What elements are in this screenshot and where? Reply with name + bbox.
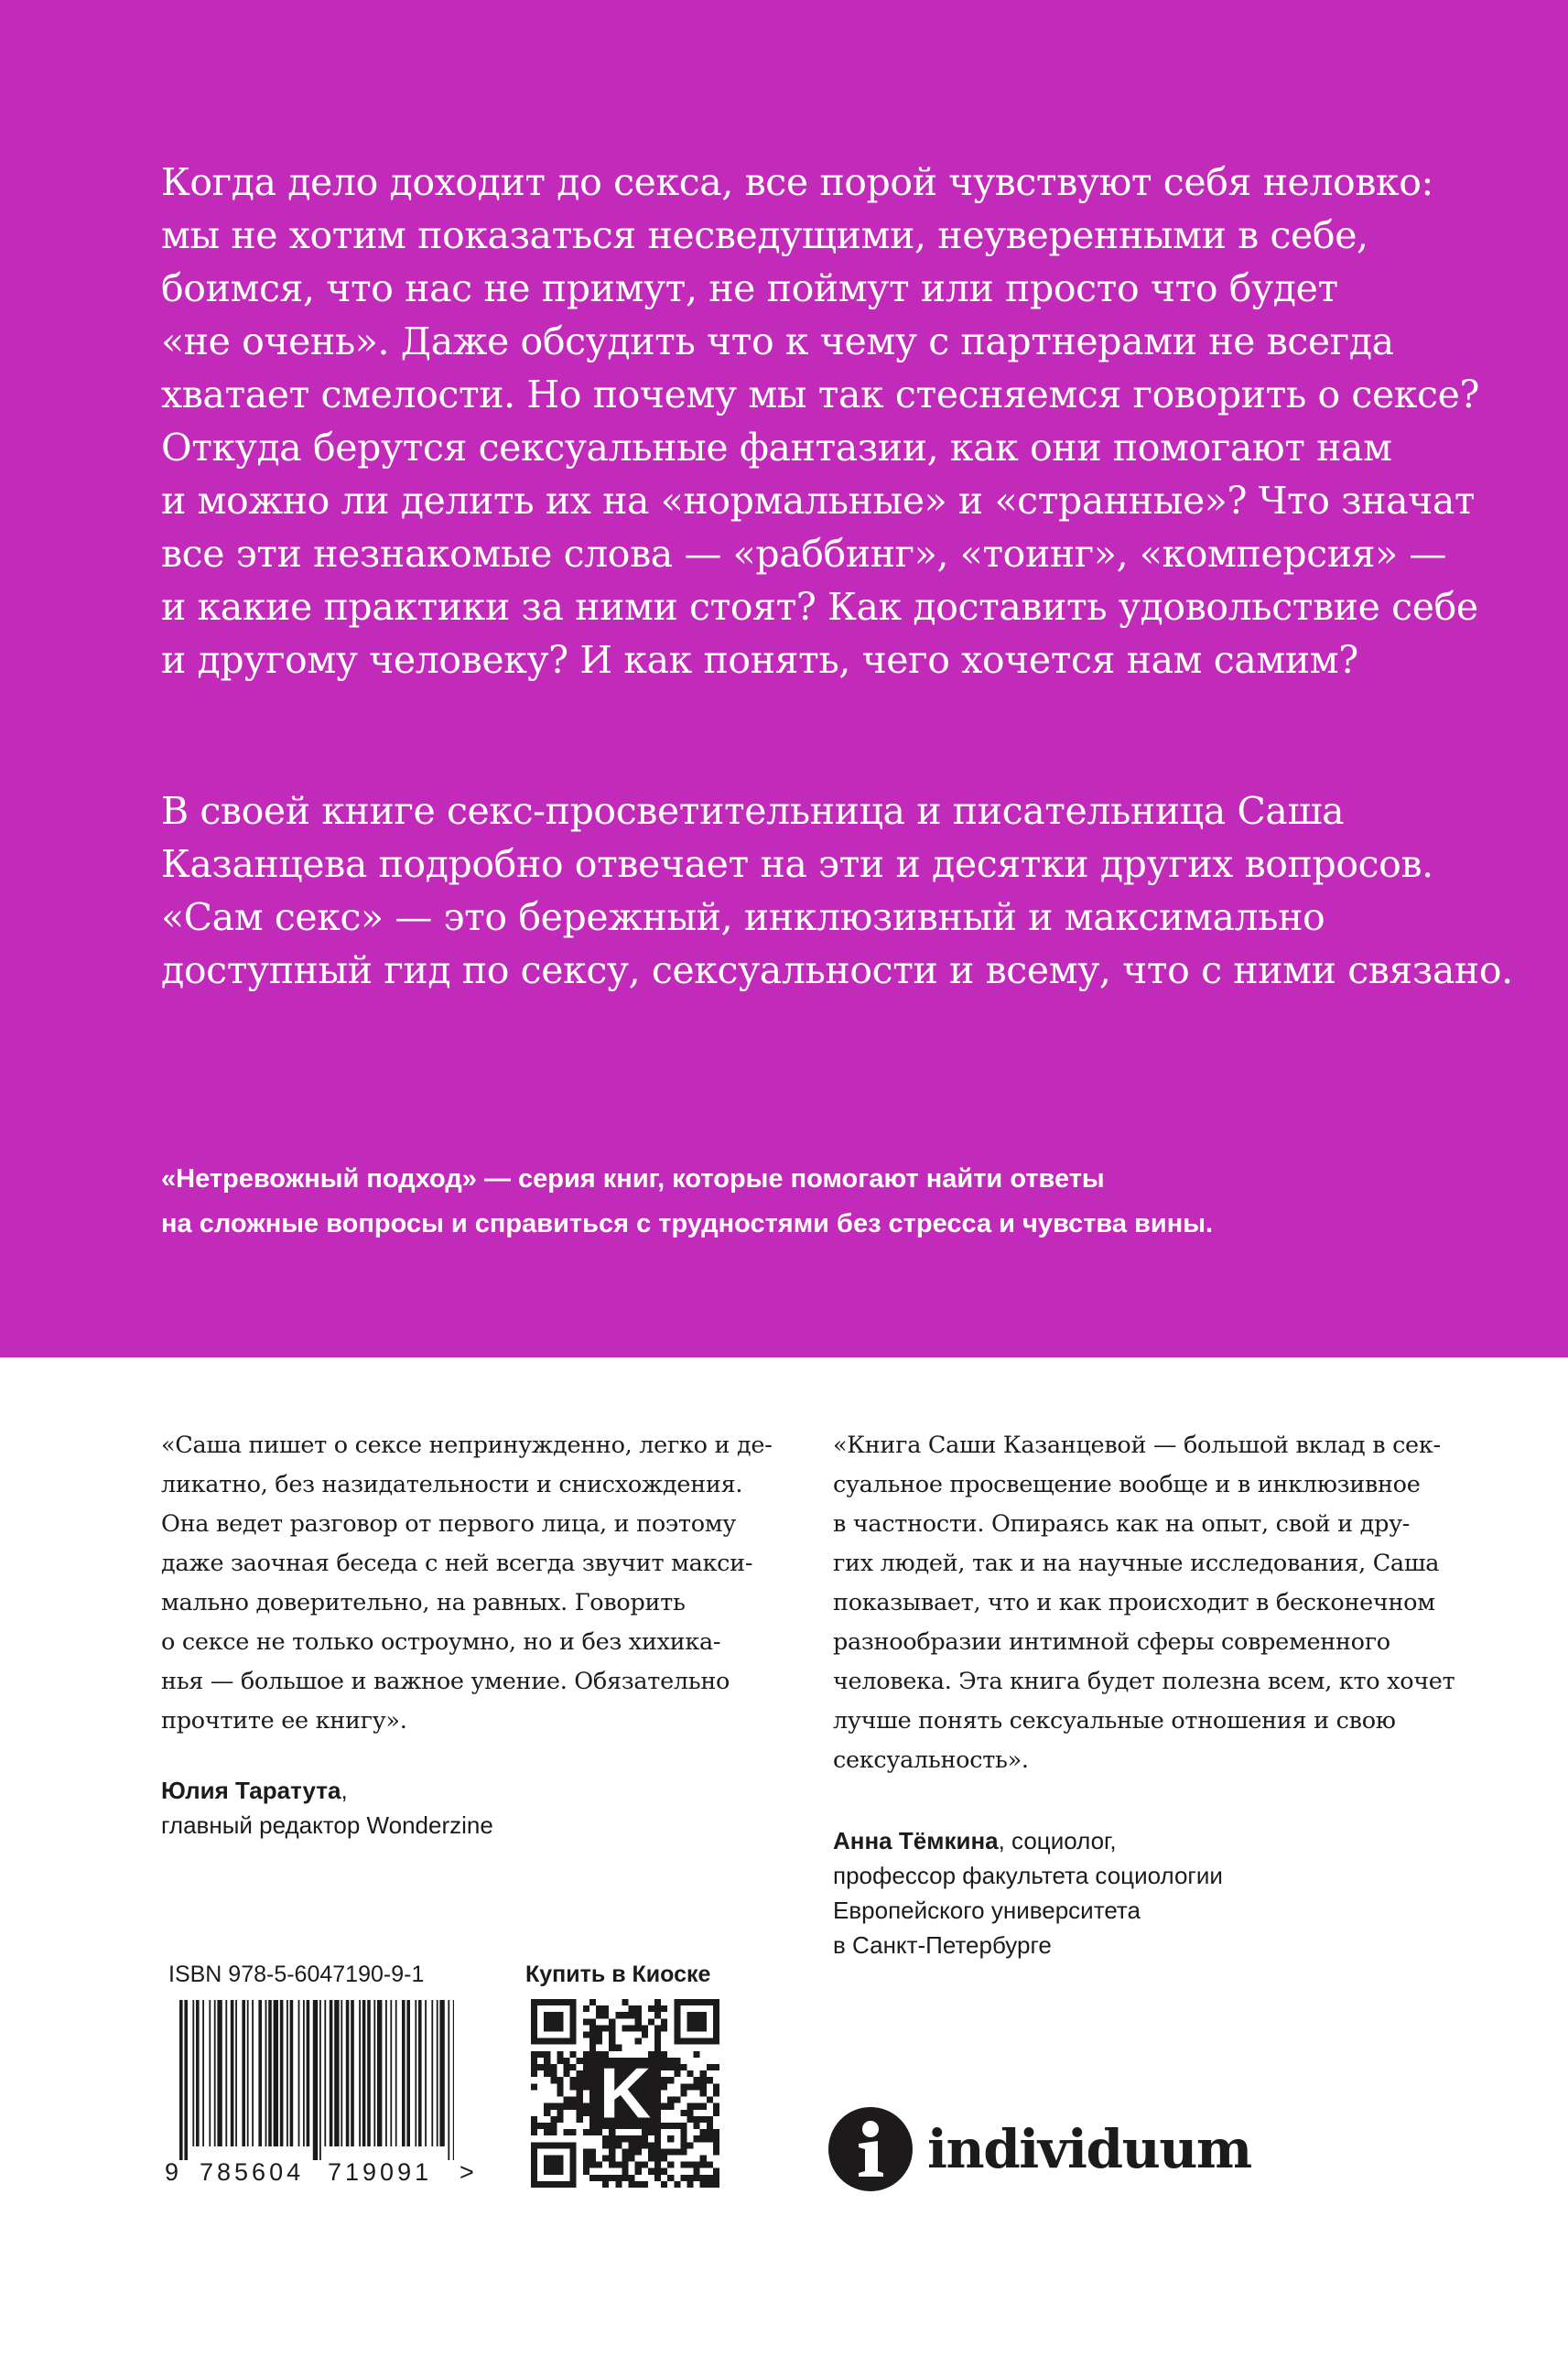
author-name-line [161, 1773, 493, 1808]
blurb-line: В своей книге секс-просветительница и писательница Саша [161, 789, 1345, 833]
quote-line: «Саша пишет о сексе непринужденно, легко и де- [161, 1432, 773, 1459]
series-description [161, 1157, 1443, 1247]
quote-line: суальное просвещение вообще и в инклюзивное [833, 1471, 1421, 1498]
quote-line: нья — большое и важное умение. Обязательно [161, 1668, 730, 1695]
quote-line: о сексе не только остроумно, но и без хихика- [161, 1628, 721, 1656]
author-title: в Санкт-Петербурге [833, 1931, 1052, 1959]
barcode-digit-group-1: 785604 [200, 2158, 305, 2186]
barcode-icon [179, 2000, 454, 2160]
blurb-paragraph-2 [161, 784, 1513, 997]
author-name: Юлия Таратута [161, 1777, 341, 1804]
kiosk-buy-label: Купить в Киоске [525, 1962, 711, 1987]
quote-line: в частности. Опираясь как на опыт, свой и дру- [833, 1510, 1411, 1538]
qr-code-icon [531, 1999, 719, 2188]
series-line: «Нетревожный подход» — серия книг, которые помогают найти ответы [161, 1164, 1105, 1194]
barcode-digits [165, 2158, 476, 2189]
individuum-logo-icon [828, 2107, 913, 2191]
blurb-line: Казанцева подробно отвечает на эти и десятки других вопросов. [161, 842, 1433, 886]
blurb-line: доступный гид по сексу, сексуальности и всему, что с ними связано. [161, 948, 1513, 992]
blurb-paragraph-1 [161, 156, 1480, 686]
quote-line: показывает, что и как происходит в бесконечном [833, 1589, 1435, 1616]
review-quote-2 [833, 1426, 1474, 1780]
isbn-label: ISBN 978-5-6047190-9-1 [168, 1962, 425, 1987]
author-title: профессор факультета социологии [833, 1862, 1223, 1889]
author-title: главный редактор Wonderzine [161, 1811, 493, 1839]
quote-line: сексуальность». [833, 1746, 1029, 1774]
series-line: на сложные вопросы и справиться с трудностями без стресса и чувства вины. [161, 1209, 1214, 1238]
barcode-digit-tail: > [460, 2158, 474, 2186]
blurb-line: Откуда берутся сексуальные фантазии, как они помогают нам [161, 426, 1392, 470]
quote-line: Она ведет разговор от первого лица, и поэтому [161, 1510, 736, 1538]
blurb-line: мы не хотим показаться несведущими, неуверенными в себе, [161, 213, 1368, 257]
quote-line: мально доверительно, на равных. Говорить [161, 1589, 686, 1616]
quote-line: даже заочная беседа с ней всегда звучит макси- [161, 1550, 753, 1577]
blurb-line: «не очень». Даже обсудить что к чему с партнерами не всегда [161, 319, 1394, 363]
blurb-line: и другому человеку? И как понять, чего хочется нам самим? [161, 638, 1358, 682]
quote-line: ликатно, без назидательности и снисхождения. [161, 1471, 743, 1498]
quote-line: лучше понять сексуальные отношения и свою [833, 1707, 1396, 1735]
publisher-logo [828, 2103, 1251, 2195]
quote-line: человека. Эта книга будет полезна всем, кто хочет [833, 1668, 1455, 1695]
quote-line: прочтите ее книгу». [161, 1707, 407, 1735]
review-quote-1 [161, 1426, 802, 1741]
blurb-line: «Сам секс» — это бережный, инклюзивный и максимально [161, 895, 1325, 939]
blurb-line: боимся, что нас не примут, не поймут или просто что будет [161, 266, 1338, 310]
author-name-line [833, 1823, 1223, 1858]
author-role: , социолог, [998, 1827, 1117, 1854]
quote-line: гих людей, так и на научные исследования, Саша [833, 1550, 1440, 1577]
quote-line: «Книга Саши Казанцевой — большой вклад в сек- [833, 1432, 1441, 1459]
publisher-name: individuum [927, 2118, 1251, 2180]
blurb-line: и можно ли делить их на «нормальные» и «странные»? Что значат [161, 479, 1476, 523]
kiosk-k-letter: K [599, 2052, 652, 2134]
author-name: Анна Тёмкина [833, 1827, 999, 1854]
barcode-digit-group-2: 719091 [328, 2158, 433, 2186]
review-author-1 [161, 1773, 493, 1843]
blurb-line: Когда дело доходит до секса, все порой чувствуют себя неловко: [161, 160, 1433, 204]
blurb-line: и какие практики за ними стоят? Как доставить удовольствие себе [161, 585, 1478, 629]
quote-line: разнообразии интимной сферы современного [833, 1628, 1390, 1656]
barcode-digit-lead: 9 [165, 2158, 179, 2186]
blurb-line: хватает смелости. Но почему мы так стесняемся говорить о сексе? [161, 373, 1480, 416]
review-author-2 [833, 1823, 1223, 1962]
author-title: Европейского университета [833, 1897, 1141, 1924]
blurb-line: все эти незнакомые слова — «раббинг», «тоинг», «комперсия» — [161, 532, 1447, 576]
author-role: , [341, 1777, 348, 1804]
